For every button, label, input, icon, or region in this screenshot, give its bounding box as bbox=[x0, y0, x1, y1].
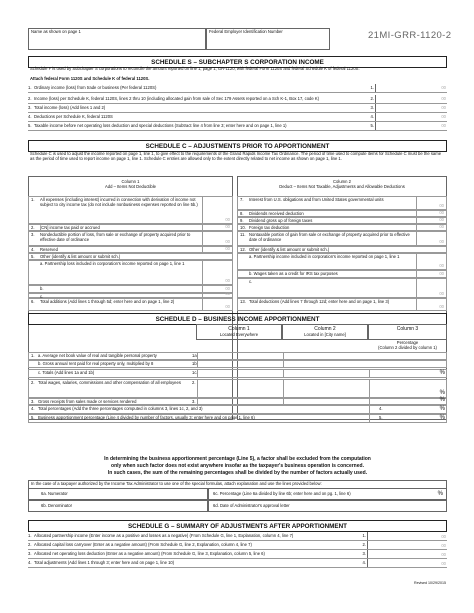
line-number: 3. bbox=[28, 104, 32, 110]
line-description: Total additions (Add lines 1 through 5d; enter here and on page 1, line 2) bbox=[40, 299, 175, 304]
line-description: [CN] income tax paid or accrued bbox=[40, 225, 100, 230]
schedule-d-row bbox=[28, 352, 447, 360]
percentage-field[interactable] bbox=[369, 380, 448, 397]
line-number: 1. bbox=[31, 353, 35, 358]
schedule-d-row bbox=[28, 414, 447, 423]
line-number: 2. bbox=[28, 95, 32, 101]
schedule-d-row bbox=[28, 379, 447, 398]
name-label: Name as shown on page 1 bbox=[31, 29, 81, 34]
schedule-c-line[interactable] bbox=[28, 260, 233, 285]
line-description: Reserved bbox=[40, 247, 58, 252]
line-description: All expenses (including interest) incurred in connection with derivation of income not subject to city income tax (do not include nonbusiness expenses reported on line 5b.) bbox=[40, 197, 198, 207]
d-col3-pct: Percentage bbox=[396, 340, 419, 345]
line-tag: 3. bbox=[370, 104, 374, 110]
line-description: a. Partnership income included in corporation's income reported on page 1, line 1 bbox=[249, 254, 400, 259]
line-description: Nondeductible portion of loss, from sale or exchange of property acquired prior to effective date of ordinance bbox=[40, 232, 191, 242]
line-description: Allocated net operating loss deduction (Enter as a negative amount) (From Schedule G, line 3, Explanation, column 5, line 6) bbox=[34, 551, 265, 556]
amount-box[interactable] bbox=[202, 232, 232, 245]
l6c-label: 6c. Percentage (Line 6a divided by line 6b; enter here and on pg. 1, line 6) bbox=[213, 491, 351, 496]
line-number: 9. bbox=[240, 218, 244, 223]
schedule-s-title: SCHEDULE S – SUBCHAPTER S CORPORATION INCOME bbox=[28, 56, 447, 68]
line-tag: 2. bbox=[192, 380, 196, 385]
line-tag: 1c. bbox=[192, 370, 198, 375]
d-col3-pct-sub: (Column 2 divided by column 1) bbox=[378, 345, 437, 350]
amount-box[interactable] bbox=[416, 271, 446, 277]
schedule-c-line[interactable] bbox=[28, 224, 233, 231]
line-number: 12. bbox=[240, 247, 246, 252]
fein-label: Federal Employer Identification Number bbox=[209, 29, 283, 34]
line-number: 1. bbox=[28, 84, 32, 90]
amount-box[interactable] bbox=[202, 247, 232, 252]
schedule-s-attach: Attach federal Form 1120S and Schedule K of federal 1120S. bbox=[30, 76, 150, 81]
schedule-s-row bbox=[28, 84, 447, 93]
l6b-label: 6b. Denominator bbox=[41, 503, 72, 508]
amount-box[interactable] bbox=[416, 218, 446, 223]
column-2-field[interactable] bbox=[283, 399, 369, 404]
line-description: Interest from U.S. obligations and from United States governmental units bbox=[249, 197, 384, 202]
amount-box[interactable] bbox=[202, 299, 232, 310]
line-description: Total deductions (Add lines 7 through 12d; enter here and on page 1, line 3) bbox=[249, 299, 390, 304]
line-description: Other (identify & list amount or submit sch.) bbox=[249, 247, 330, 252]
line-tag: 4. bbox=[370, 113, 374, 119]
amount-field[interactable]: 00 bbox=[375, 104, 447, 112]
l6c-pct: % bbox=[437, 491, 443, 497]
schedule-c-line[interactable] bbox=[237, 298, 447, 311]
schedule-c-line[interactable] bbox=[237, 246, 447, 253]
line-description: Foreign tax deduction bbox=[249, 225, 290, 230]
line-description: b. Wages taken as a credit for IRS tax purposes bbox=[249, 271, 338, 276]
amount-value: 00 bbox=[225, 239, 230, 245]
line-number: 1. bbox=[31, 197, 35, 202]
line-description: c. bbox=[249, 279, 253, 284]
schedule-g-title: SCHEDULE G – SUMMARY OF ADJUSTMENTS AFTER APPORTIONMENT bbox=[28, 520, 447, 532]
schedule-d-row bbox=[28, 369, 447, 378]
percentage-field[interactable] bbox=[369, 415, 448, 422]
schedule-c-line[interactable] bbox=[28, 231, 233, 246]
amount-value: 00 bbox=[439, 203, 444, 209]
line-description: Total wages, salaries, commissions and other compensation of all employees bbox=[38, 380, 181, 385]
amount-field[interactable]: 00 bbox=[375, 113, 447, 121]
line-description: Allocated capital loss carryover (Enter as a negative amount) (From Schedule G, line 2, Explanation, column 4, line 7) bbox=[34, 542, 252, 547]
col2-title: Column 2 bbox=[333, 179, 351, 184]
line-tag: 3. bbox=[362, 551, 366, 556]
line-description: Total income (loss) (Add lines 1 and 2) bbox=[34, 104, 106, 110]
line-description: Dividend gross up of foreign taxes bbox=[249, 218, 313, 223]
column-1-field[interactable] bbox=[197, 399, 283, 404]
line-description: b. Gross annual rent paid for real property only, multiplied by 8 bbox=[38, 361, 154, 366]
amount-value: 00 bbox=[439, 263, 444, 269]
amount-field[interactable]: 00 bbox=[367, 532, 447, 540]
line-number: 1. bbox=[28, 533, 32, 538]
amount-box[interactable] bbox=[202, 197, 232, 223]
amount-box[interactable] bbox=[416, 254, 446, 269]
amount-value: 00 bbox=[225, 304, 230, 310]
amount-field[interactable]: 00 bbox=[375, 95, 447, 103]
amount-value: 00 bbox=[439, 217, 444, 223]
line-description: Taxable income before net operating loss deduction and special deductions (Subtract line 4 from line 3; enter here and on page 1, line 1) bbox=[34, 122, 287, 128]
line-number: 5. bbox=[28, 122, 32, 128]
schedule-c-line[interactable] bbox=[237, 231, 447, 246]
d-col3: Column 3 bbox=[396, 326, 419, 332]
line-number: 6. bbox=[31, 299, 35, 304]
line-number: 13. bbox=[240, 299, 246, 304]
schedule-s-row bbox=[28, 122, 447, 131]
percent-sign: % bbox=[439, 406, 445, 413]
amount-field[interactable]: 00 bbox=[375, 84, 447, 92]
schedule-g-row bbox=[28, 550, 447, 559]
line-number: 4. bbox=[31, 406, 35, 411]
line-tag: 3. bbox=[192, 399, 196, 404]
line-number: 7. bbox=[240, 197, 244, 202]
line-number: 3. bbox=[31, 232, 35, 237]
line-description: Business apportionment percentage (Line 4 divided by number of factors, usually 3; enter here and on page 1, line 6) bbox=[38, 415, 255, 420]
amount-box[interactable] bbox=[416, 232, 446, 245]
percentage-field[interactable] bbox=[369, 370, 448, 377]
line-description: Allocated partnership income (Enter income as a positive and losses as a negative) (From Schedule G, line 1, Explanation, column 4, line 7) bbox=[34, 533, 294, 538]
l6a-field[interactable] bbox=[28, 488, 208, 500]
amount-box[interactable] bbox=[202, 225, 232, 230]
line-number: 2. bbox=[31, 380, 35, 385]
line-description: Nontaxable portion of gain from sale or exchange of property acquired prior to effective date of ordinance bbox=[249, 232, 410, 242]
schedule-c-intro: Schedule C is used to adjust the income reported on page 1, line 1, to give effect to the requirements of the Grand Rapids Income Tax Ordinance. The period of time used to compute items for Schedule C must be the same as the period of time used to report income on page 1, line 1. Schedule C entries are allowed only to the extent directly related to net income as shown on page 1, line 1. bbox=[30, 151, 442, 161]
line-number: 3. bbox=[28, 551, 32, 556]
line-tag: 5. bbox=[379, 415, 383, 420]
line-description: a. Partnership loss included in corporation's income reported on page 1, line 1 bbox=[40, 261, 185, 266]
schedule-c-line[interactable] bbox=[28, 298, 233, 311]
line-number: 8. bbox=[240, 211, 244, 216]
percent-sign: % bbox=[439, 397, 445, 404]
amount-value: 00 bbox=[439, 304, 444, 310]
line-description: Other (identify & list amount or submit sch.) bbox=[40, 254, 121, 259]
amount-box[interactable] bbox=[416, 197, 446, 209]
line-number: 4. bbox=[28, 560, 32, 565]
line-tag: 4. bbox=[362, 560, 366, 565]
amount-value: 00 bbox=[225, 278, 230, 284]
line-tag: 2. bbox=[370, 95, 374, 101]
col1-title: Column 1 bbox=[121, 179, 140, 184]
d-col1-sub: Located Everywhere bbox=[219, 331, 259, 337]
column-1-field[interactable] bbox=[197, 361, 283, 367]
line-description: a. Average net book value of real and tangible personal property bbox=[38, 353, 157, 358]
schedule-c-line[interactable] bbox=[28, 285, 233, 293]
schedule-c-line[interactable] bbox=[237, 210, 447, 217]
line-number: 10. bbox=[240, 225, 246, 230]
line-tag: 1a. bbox=[192, 353, 198, 358]
column-2-field[interactable] bbox=[283, 380, 369, 397]
amount-box[interactable] bbox=[416, 279, 446, 297]
revised-date: Revised 10/29/2015 bbox=[414, 581, 446, 585]
percentage-field[interactable] bbox=[369, 406, 448, 413]
line-description: Total adjustments (Add lines 1 through 3; enter here and on page 1, line 10) bbox=[34, 560, 175, 565]
l6d-field[interactable] bbox=[208, 500, 447, 512]
amount-value: 00 bbox=[439, 224, 444, 230]
name-field[interactable] bbox=[28, 28, 206, 50]
schedule-s-row bbox=[28, 95, 447, 104]
column-2-field[interactable] bbox=[283, 353, 369, 359]
line-description: b. bbox=[40, 286, 44, 291]
col3-head bbox=[368, 324, 447, 340]
column-2-field[interactable] bbox=[283, 370, 369, 377]
line-number: 5. bbox=[31, 254, 35, 259]
schedule-g-row bbox=[28, 532, 447, 541]
line-tag: 4. bbox=[379, 406, 383, 411]
line-description: c. Totals (Add lines 1a and 1b) bbox=[38, 370, 95, 375]
l6b-field[interactable] bbox=[28, 500, 208, 512]
fein-field[interactable] bbox=[206, 28, 330, 50]
line-tag: 1. bbox=[370, 84, 374, 90]
percent-sign: % bbox=[439, 390, 445, 397]
line-number: 3. bbox=[31, 399, 35, 404]
line-number: 2. bbox=[28, 542, 32, 547]
amount-value: 00 bbox=[439, 271, 444, 277]
line-tag: 1b. bbox=[192, 361, 198, 366]
schedule-g-row bbox=[28, 541, 447, 550]
schedule-d-row bbox=[28, 360, 447, 368]
schedule-c-line[interactable] bbox=[237, 217, 447, 224]
line-description: Ordinary income (loss) from trade or business (Per federal 1120S) bbox=[34, 84, 157, 90]
form-id: 21MI-GRR-1120-2 bbox=[368, 30, 452, 41]
amount-box[interactable] bbox=[416, 211, 446, 216]
amount-field[interactable]: 00 bbox=[367, 550, 447, 558]
col2-sub: Deduct – Items Not Taxable, Adjustments and Allowable Deductions bbox=[279, 183, 405, 189]
amount-field[interactable]: 00 bbox=[375, 122, 447, 130]
amount-box[interactable] bbox=[202, 261, 232, 284]
column-1-field[interactable] bbox=[197, 370, 283, 377]
amount-value: 00 bbox=[225, 291, 230, 297]
line-tag: 2. bbox=[362, 542, 366, 547]
line6-text: In the case of a taxpayer authorized by the Income Tax Administrator to use one of the special formulas, attach explanation and use the lines provided below: bbox=[31, 481, 322, 486]
amount-box[interactable] bbox=[416, 225, 446, 230]
d-col2: Column 2 bbox=[314, 326, 336, 332]
l6c-field[interactable] bbox=[208, 488, 447, 500]
percentage-field[interactable] bbox=[369, 399, 448, 404]
line-description: Income (loss) per Schedule K, federal 1120S, lines 2 thru 10 (including allocated gain from sale of Sec 179 Assets reported on a Sch K-1, Box 17, code K) bbox=[34, 95, 320, 101]
d-rule-2: only when such factor does not exist anywhere insofar as the taxpayer's business operation is concerned. bbox=[111, 463, 364, 469]
line-number: 4. bbox=[31, 247, 35, 252]
percent-sign: % bbox=[439, 370, 445, 377]
schedule-s-row bbox=[28, 113, 447, 122]
schedule-c-line[interactable] bbox=[237, 253, 447, 270]
amount-field[interactable]: 00 bbox=[367, 559, 447, 567]
amount-field[interactable]: 00 bbox=[367, 541, 447, 549]
line-description: Gross receipts from sales made or services rendered bbox=[38, 399, 137, 404]
percent-sign: % bbox=[439, 415, 445, 422]
amount-value: 00 bbox=[439, 239, 444, 245]
schedule-c-line[interactable] bbox=[28, 246, 233, 253]
column-2-field[interactable] bbox=[283, 361, 369, 367]
col1-sub: Add – Items Not Deductible bbox=[105, 183, 156, 189]
schedule-c-line[interactable] bbox=[28, 253, 233, 260]
schedule-c-line[interactable] bbox=[237, 270, 447, 278]
column-1-field[interactable] bbox=[197, 353, 283, 359]
schedule-c-title: SCHEDULE C – ADJUSTMENTS PRIOR TO APPORTIONMENT bbox=[28, 140, 447, 152]
column-1-field[interactable] bbox=[197, 380, 283, 397]
d-rule-3: In such cases, the sum of the remaining percentages shall be divided by the number of factors actually used. bbox=[107, 470, 368, 476]
schedule-c-line[interactable] bbox=[237, 278, 447, 298]
l6a-label: 6a. Numerator bbox=[41, 491, 68, 496]
amount-value: 00 bbox=[439, 291, 444, 297]
line-description: Total percentages (Add the three percentages computed in columns 3, lines 1c, 2, and 3) bbox=[38, 406, 203, 411]
amount-box[interactable] bbox=[416, 299, 446, 310]
schedule-c-line[interactable] bbox=[237, 196, 447, 210]
amount-value: 00 bbox=[225, 224, 230, 230]
line-description: Dividends received deduction bbox=[249, 211, 304, 216]
schedule-c-line[interactable] bbox=[28, 196, 233, 224]
line-description: Deductions per Schedule K, federal 1120S bbox=[34, 113, 113, 119]
line-number: 11. bbox=[240, 232, 246, 237]
amount-box[interactable] bbox=[202, 291, 232, 297]
line-number: 5. bbox=[31, 415, 35, 420]
amount-value: 00 bbox=[225, 286, 230, 292]
col1-head bbox=[196, 324, 282, 340]
l6d-label: 6d. Date of Administrator's approval letter bbox=[213, 503, 290, 508]
schedule-d-title: SCHEDULE D – BUSINESS INCOME APPORTIONMENT bbox=[28, 313, 447, 325]
schedule-d-row bbox=[28, 405, 447, 414]
amount-value: 00 bbox=[225, 246, 230, 252]
col2-head bbox=[282, 324, 368, 340]
line-description: c. bbox=[40, 294, 44, 299]
amount-value: 00 bbox=[439, 210, 444, 216]
line-number: 2. bbox=[31, 225, 35, 230]
d-rule-1: In determining the business apportionment percentage (Line 5), a factor shall be excluded from the computation bbox=[104, 456, 371, 462]
amount-value: 00 bbox=[225, 217, 230, 223]
schedule-g-row bbox=[28, 559, 447, 568]
d-col2-sub: Located in [City name] bbox=[304, 331, 346, 337]
line-tag: 1. bbox=[362, 533, 366, 538]
line-number: 4. bbox=[28, 113, 32, 119]
schedule-s-row bbox=[28, 104, 447, 113]
schedule-s-intro: Schedule F is used by Subchapter S corporations to reconcile the amount reported on line 1, page 1, GR-1120, with federal Form 1120S and federal Schedule K of federal 1120S. bbox=[30, 66, 360, 71]
d-col1: Column 1 bbox=[228, 326, 250, 332]
line-tag: 5. bbox=[370, 122, 374, 128]
schedule-d-row bbox=[28, 398, 447, 405]
schedule-c-line[interactable] bbox=[237, 224, 447, 231]
